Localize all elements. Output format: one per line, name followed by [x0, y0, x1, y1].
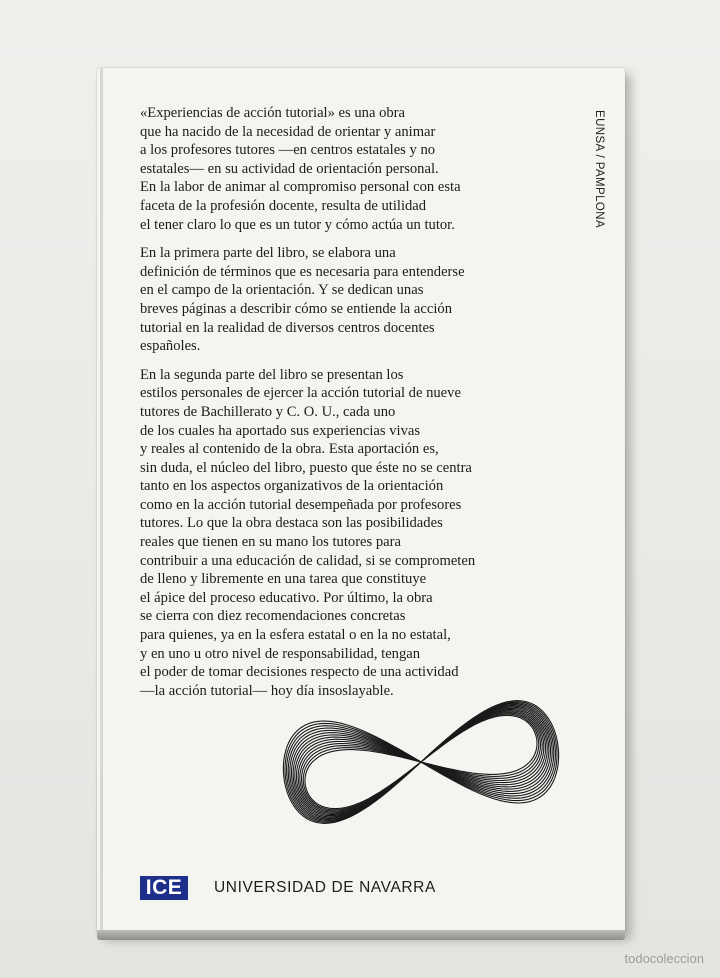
- blurb-line: «Experiencias de acción tutorial» es una obra: [140, 105, 406, 121]
- watermark-text: todocoleccion: [624, 951, 704, 966]
- blurb-line: como en la acción tutorial desempeñada por profesores: [140, 496, 462, 513]
- blurb-line: breves páginas a describir cómo se entiende la acción: [140, 300, 453, 317]
- blurb-line: sin duda, el núcleo del libro, puesto que éste no se centra: [140, 459, 472, 476]
- blurb-line: y en uno u otro nivel de responsabilidad, tengan: [140, 645, 421, 662]
- blurb-line: faceta de la profesión docente, resulta de utilidad: [140, 197, 427, 214]
- blurb-line: En la labor de animar al compromiso personal con esta: [140, 179, 461, 196]
- blurb-line: tutores de Bachillerato y C. O. U., cada uno: [140, 403, 396, 420]
- cover-edge: [100, 68, 103, 934]
- back-cover-blurb: [140, 104, 575, 710]
- blurb-line: de los cuales ha aportado sus experiencias vivas: [140, 422, 421, 439]
- book-page-edges: [97, 930, 625, 940]
- blurb-paragraph-2: [140, 244, 575, 356]
- blurb-line: de lleno y libremente en una tarea que constituye: [140, 571, 427, 588]
- ice-logo-icon: ICE: [140, 876, 188, 900]
- blurb-line: tutorial en la realidad de diversos centros docentes: [140, 319, 435, 336]
- blurb-paragraph-3: [140, 366, 575, 701]
- blurb-line: que ha nacido de la necesidad de orientar y animar: [140, 123, 436, 140]
- blurb-line: En la segunda parte del libro se presentan los: [140, 366, 404, 383]
- blurb-line: En la primera parte del libro, se elabora una: [140, 245, 396, 262]
- blurb-line: definición de términos que es necesaria para entenderse: [140, 263, 465, 280]
- blurb-line: y reales al contenido de la obra. Esta aportación es,: [140, 441, 439, 458]
- publisher-name: UNIVERSIDAD DE NAVARRA: [214, 879, 436, 896]
- spine-label: [588, 110, 608, 260]
- blurb-line: el tener claro lo que es un tutor y cómo actúa un tutor.: [140, 216, 455, 233]
- blurb-line: estilos personales de ejercer la acción tutorial de nueve: [140, 385, 461, 402]
- blurb-line: para quienes, ya en la esfera estatal o en la no estatal,: [140, 627, 451, 644]
- spirograph-loop: [283, 701, 558, 824]
- blurb-line: reales que tienen en su mano los tutores para: [140, 534, 401, 551]
- spirograph-figure-eight-icon: [280, 690, 562, 835]
- blurb-line: contribuir a una educación de calidad, si se comprometen: [140, 552, 476, 569]
- blurb-line: a los profesores tutores —en centros estatales y no: [140, 142, 436, 159]
- blurb-line: tanto en los aspectos organizativos de la orientación: [140, 478, 444, 495]
- blurb-line: el ápice del proceso educativo. Por último, la obra: [140, 589, 433, 606]
- blurb-line: —la acción tutorial— hoy día insoslayable.: [140, 682, 394, 699]
- spine-publisher-text: EUNSA / PAMPLONA: [593, 110, 605, 229]
- blurb-paragraph-1: [140, 104, 575, 234]
- blurb-line: se cierra con diez recomendaciones concretas: [140, 608, 406, 625]
- blurb-line: el poder de tomar decisiones respecto de una actividad: [140, 664, 459, 681]
- blurb-line: estatales— en su actividad de orientación personal.: [140, 160, 439, 177]
- blurb-line: tutores. Lo que la obra destaca son las posibilidades: [140, 515, 443, 532]
- blurb-line: españoles.: [140, 338, 201, 355]
- blurb-line: en el campo de la orientación. Y se dedican unas: [140, 282, 424, 299]
